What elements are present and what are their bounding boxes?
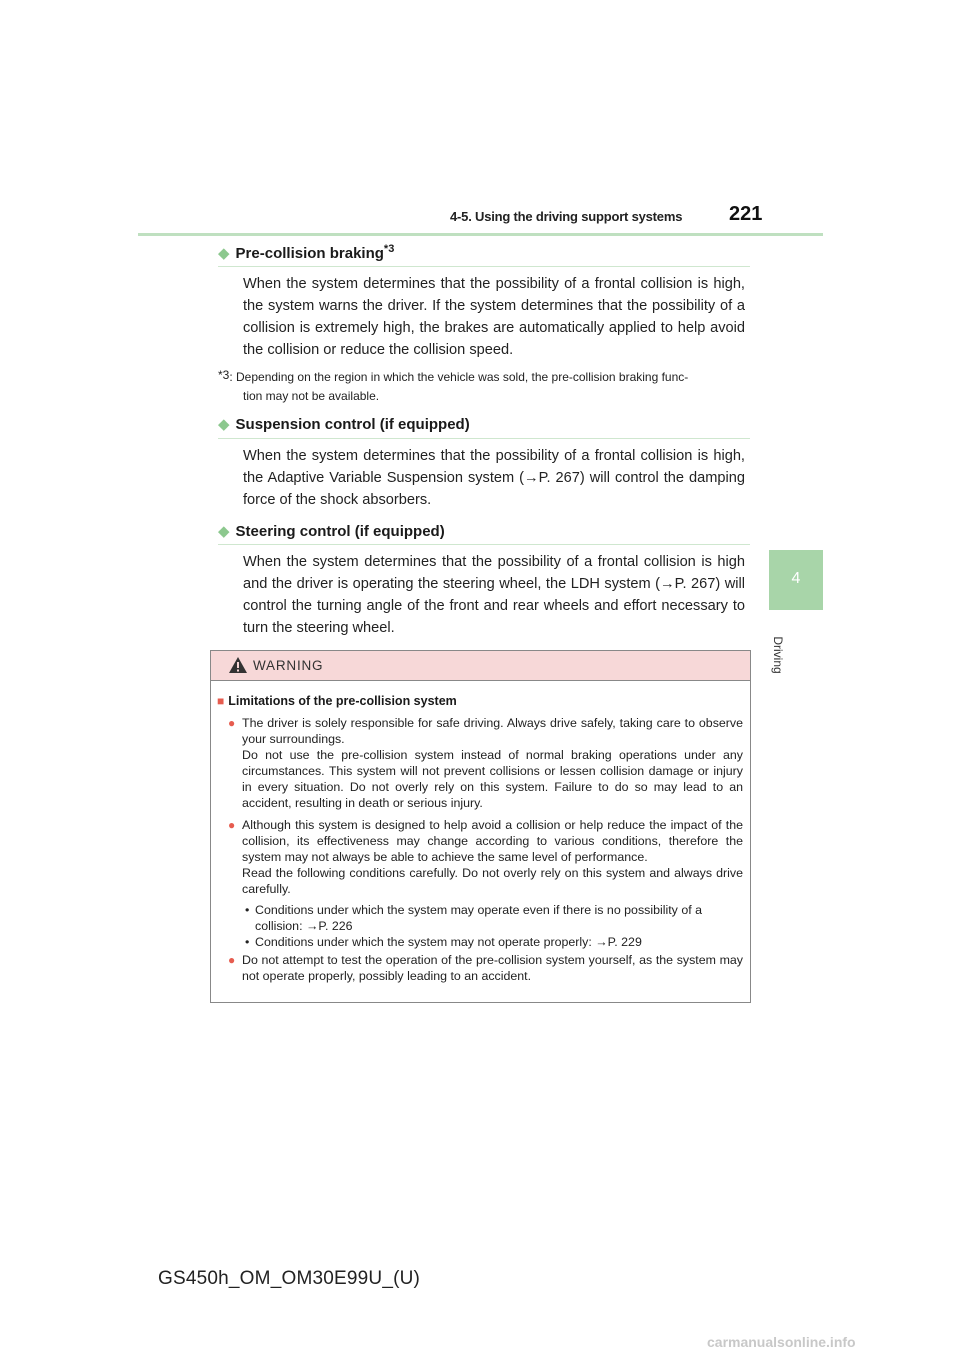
watermark: carmanualsonline.info [707, 1334, 856, 1350]
circle-bullet-icon: ● [228, 818, 236, 832]
diamond-icon: ◆ [218, 523, 230, 540]
footnote: *3: Depending on the region in which the vehicle was sold, the pre-collision braking func- tion may not be available. [218, 368, 689, 403]
warning-item: ● Do not attempt to test the operation of the pre-collision system yourself, as the system may not operate properly, possibly leading to an accident. [228, 953, 743, 983]
footnote-ref: *3 [383, 243, 395, 255]
circle-bullet-icon: ● [228, 716, 236, 730]
section-body-pre-collision-braking: When the system determines that the possibility of a frontal collision is high, the system warns the driver. If the system determines that the possibility of a collision is extremely high, the brakes are automatically applied to help avoid the collision or reduce the collision speed. [243, 276, 745, 358]
diamond-icon: ◆ [218, 416, 230, 433]
section-divider [218, 544, 750, 545]
warning-item: ● Although this system is designed to help avoid a collision or help reduce the impact of the collision, its effectiveness may change according to various conditions, therefore the system may not always be able to achieve the same level of performance. [228, 818, 743, 864]
warning-subheading: ■ Limitations of the pre-collision system [217, 694, 457, 708]
section-heading-pre-collision-braking: ◆ Pre-collision braking$^{*3}$ [218, 243, 395, 262]
section-heading-steering-control: ◆ Steering control (if equipped) [218, 523, 445, 540]
warning-triangle-icon [228, 656, 248, 674]
section-heading-suspension-control: ◆ Suspension control (if equipped) [218, 416, 470, 433]
header-divider [138, 233, 823, 236]
warning-label: WARNING [253, 658, 324, 673]
footnote-line2: tion may not be available. [243, 389, 380, 403]
section-body-suspension-control: When the system determines that the possibility of a frontal collision is high, the Adaptive Variable Suspension system (→P. 267) will control the damping force of the shock absorbers. [243, 448, 745, 508]
square-bullet-icon: ■ [217, 694, 225, 708]
warning-sub-bullet: • Conditions under which the system may operate even if there is no possibility of a collision: →P. 226 [245, 903, 702, 933]
page-number: 221 [729, 203, 763, 225]
chapter-number: 4 [791, 570, 801, 587]
warning-item-continued: Do not use the pre-collision system instead of normal braking operations under any circumstances. This system will not prevent collisions or lessen collision damage or injury in every situation. Do not overly rely on this system. Failure to do so may lead to an accident, resulting in death or serious injury. [242, 748, 743, 810]
section-title: 4-5. Using the driving support systems [450, 209, 683, 224]
section-body-steering-control: When the system determines that the possibility of a frontal collision is high and the driver is operating the steering wheel, the LDH system (→P. 267) will control the turning angle of the front and rear wheels and effort necessary to turn the steering wheel. [243, 554, 745, 636]
circle-bullet-icon: ● [228, 953, 236, 967]
diamond-icon: ◆ [218, 245, 230, 262]
document-code: GS450h_OM_OM30E99U_(U) [158, 1268, 421, 1289]
warning-sub-bullet: • Conditions under which the system may not operate properly: →P. 229 [245, 935, 642, 949]
section-divider [218, 438, 750, 439]
warning-item-continued: Read the following conditions carefully. Do not overly rely on this system and always drive carefully. [242, 866, 743, 896]
chapter-label: Driving [771, 636, 785, 674]
warning-item: ● The driver is solely responsible for safe driving. Always drive safely, taking care to observe your surroundings. [228, 716, 743, 746]
footnote-mark: *3 [218, 368, 230, 382]
section-divider [218, 266, 750, 267]
